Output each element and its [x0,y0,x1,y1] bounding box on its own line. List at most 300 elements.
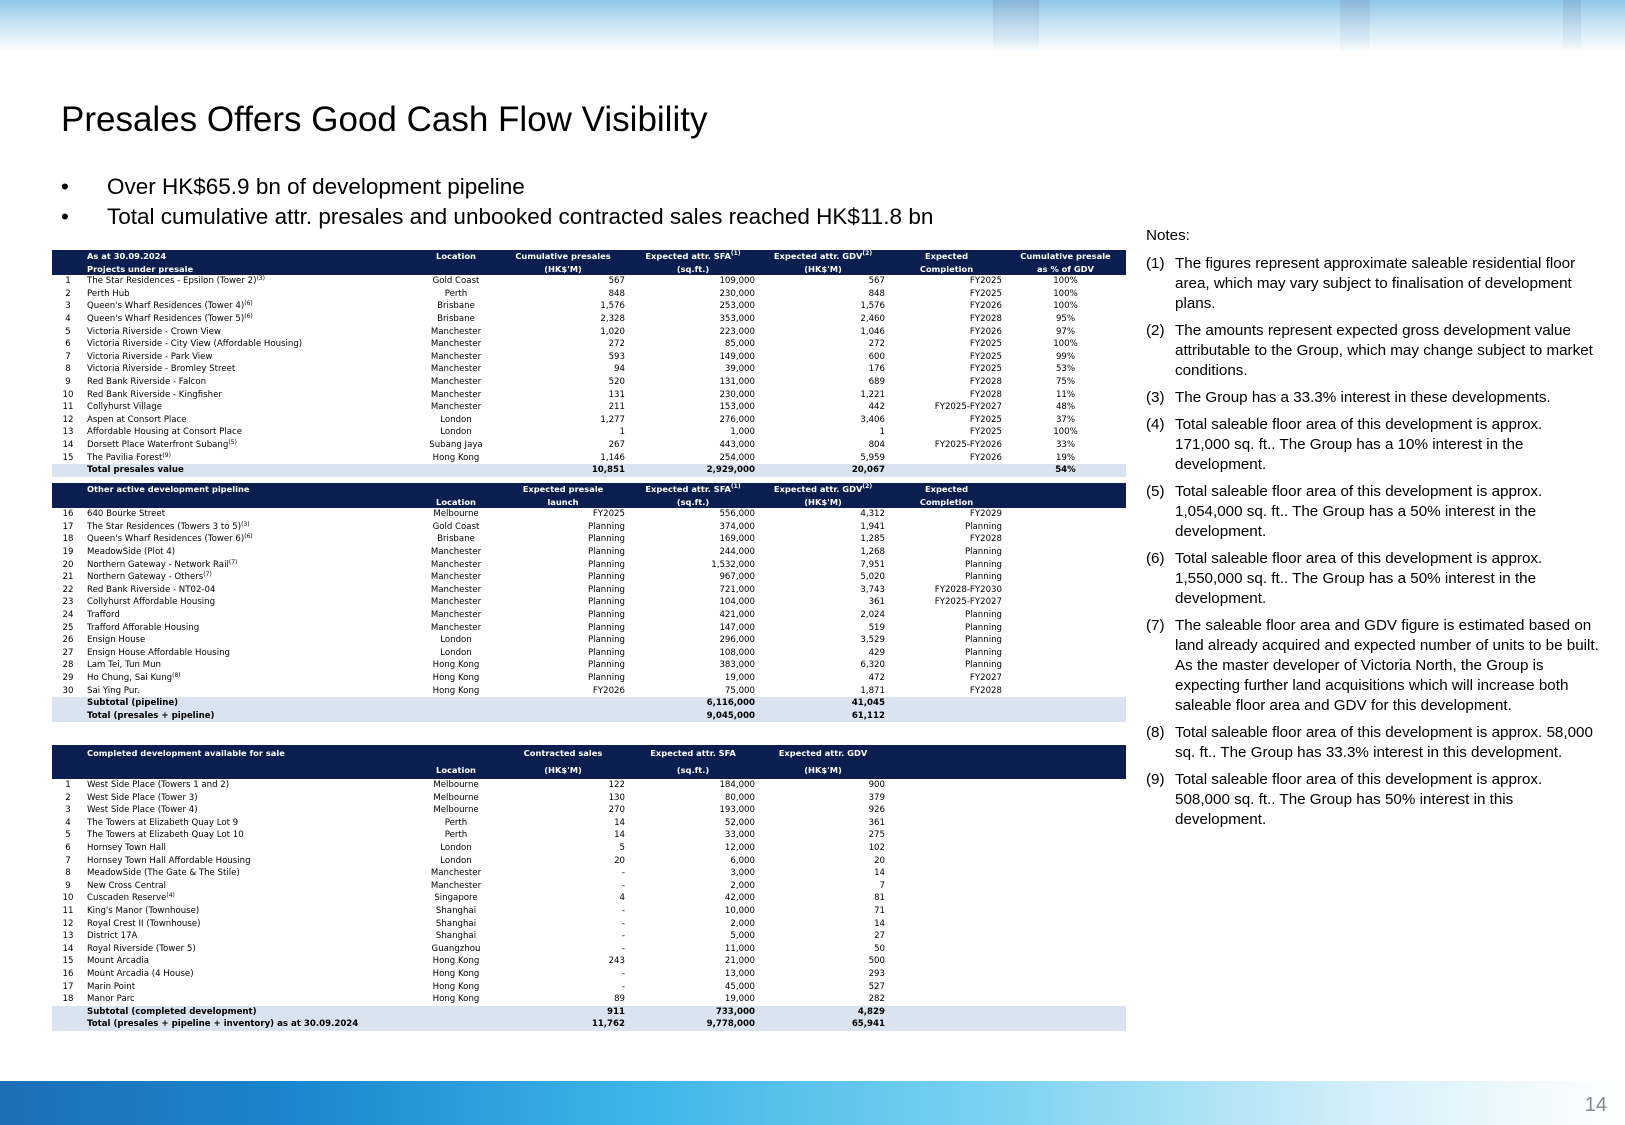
presales-cell: 593 [608,351,625,362]
table-row [52,855,1126,868]
gdv-cell: 41,045 [758,697,888,710]
gdv-cell: 1,268 [860,546,885,557]
gdv-cell: 848 [868,288,885,299]
row-number: 16 [62,509,74,520]
gdv-cell: 272 [868,339,885,350]
contracted-sales-cell: 911 [498,1006,628,1019]
contracted-sales-cell: 270 [608,805,625,816]
location-cell: Shanghai [435,918,477,929]
location-cell: Perth [444,830,468,841]
contracted-sales-cell: 5 [619,842,625,853]
location-cell: Manchester [430,880,482,891]
bullet-item [61,202,933,232]
gdv-cell: 81 [874,893,885,904]
table-row [52,792,1126,805]
project-name: Hornsey Town Hall [87,842,166,853]
project-name: King's Manor (Townhouse) [87,905,200,916]
completion-cell: FY2028 [969,685,1002,696]
project-name: Victoria Riverside - City View (Affordable Housing) [87,339,303,350]
total-row [52,464,1126,477]
completion-cell: FY2028 [969,389,1002,400]
project-name: Perth Hub [87,288,130,299]
location-cell: Hong Kong [432,660,480,671]
project-name-cell [84,804,414,817]
table-header-row [52,762,1126,779]
gdv-cell: 2,460 [860,313,885,324]
project-name-cell [84,338,414,351]
project-name-cell [84,792,414,805]
project-name-cell [84,275,414,288]
total-label: Total (presales + pipeline + inventory) as at 30.09.2024 [84,1018,414,1031]
project-name: Sai Ying Pur. [87,685,140,696]
page-title: Presales Offers Good Cash Flow Visibility [61,100,708,139]
location-cell: Guangzhou [431,943,481,954]
launch-cell: Planning [587,647,625,658]
project-name: The Star Residences (Towers 3 to 5) [87,521,242,532]
table-row [52,313,1126,326]
footnote-ref: (1) [730,483,741,490]
table-header-row [52,745,1126,762]
table-row [52,609,1126,622]
project-name-cell [84,672,414,685]
project-name: The Towers at Elizabeth Quay Lot 9 [87,817,239,828]
location-cell: London [440,647,472,658]
row-number: 29 [62,672,74,683]
presales-cell: 211 [608,402,625,413]
footnote-ref: (8) [172,671,181,679]
header-cell: Location [414,250,498,263]
row-number: 21 [62,572,74,583]
table-row [52,571,1126,584]
note-text: The amounts represent expected gross development value attributable to the Group, which may change subject to market conditions. [1175,322,1593,379]
table-row [52,452,1126,465]
notes-list [1146,254,1601,830]
sfa-cell: 131,000 [719,376,755,387]
project-name: Queen's Wharf Residences (Tower 4) [87,301,245,312]
sfa-cell: 75,000 [724,685,755,696]
row-number: 4 [65,313,71,324]
completed-table [52,745,1126,1031]
footnote-ref: (9) [162,451,171,459]
note-text: Total saleable floor area of this development is approx. 1,550,000 sq. ft.. The Group has a 50% interest in the development. [1175,550,1543,607]
sfa-cell: 153,000 [719,402,755,413]
total-row [52,710,1126,723]
header-cell: (sq.ft.) [628,496,758,509]
launch-cell: FY2026 [592,685,625,696]
location-cell: London [440,855,472,866]
row-number: 9 [65,880,71,891]
table-row [52,817,1126,830]
project-name-cell [84,993,414,1006]
note-text: Total saleable floor area of this development is approx. 508,000 sq. ft.. The Group has 50% interest in this development. [1175,771,1543,828]
project-name-cell [84,508,414,521]
contracted-sales-cell: 89 [614,994,625,1005]
project-name-cell [84,452,414,465]
contracted-sales-cell: - [621,981,625,992]
row-number: 11 [62,402,74,413]
sfa-cell: 2,929,000 [628,464,758,477]
sfa-cell: 230,000 [719,288,755,299]
contracted-sales-cell: 11,762 [498,1018,628,1031]
launch-cell: Planning [587,572,625,583]
location-cell: Singapore [434,893,478,904]
sfa-cell: 1,000 [730,427,755,438]
completion-cell: Planning [964,622,1002,633]
gdv-cell: 3,406 [860,414,885,425]
table-row [52,622,1126,635]
project-name-cell [84,905,414,918]
footnote-ref: (7) [203,571,212,579]
launch-cell: Planning [587,534,625,545]
contracted-sales-cell: - [621,905,625,916]
sfa-cell: 149,000 [719,351,755,362]
project-name: Hornsey Town Hall Affordable Housing [87,855,251,866]
completion-cell: FY2028 [969,534,1002,545]
note-text: The figures represent approximate saleable residential floor area, which may vary subject to finalisation of development plans. [1175,255,1576,312]
note-item [1146,415,1601,475]
table-row [52,401,1126,414]
header-cell: Expected presale [498,483,628,496]
launch-cell: Planning [587,559,625,570]
table-row [52,981,1126,994]
bullet-text: Total cumulative attr. presales and unbooked contracted sales reached HK$11.8 bn [107,204,934,229]
contracted-sales-cell: - [621,968,625,979]
table-header-row [52,263,1126,276]
completion-cell: FY2026 [969,326,1002,337]
presale-pct-cell: 11% [1055,389,1076,400]
header-cell: As at 30.09.2024 [84,250,414,263]
launch-cell: Planning [587,622,625,633]
completion-cell: FY2025-FY2026 [934,439,1002,450]
gdv-cell: 1,046 [860,326,885,337]
header-text: Expected attr. SFA [645,251,731,261]
table-row [52,905,1126,918]
subtotal-row [52,697,1126,710]
gdv-cell: 176 [868,364,885,375]
header-cell: Other active development pipeline [84,483,414,496]
completion-cell: Planning [964,546,1002,557]
sfa-cell: 6,116,000 [628,697,758,710]
location-cell: London [440,414,472,425]
note-number: (5) [1146,483,1165,500]
presale-pct-cell: 95% [1055,313,1076,324]
sfa-cell: 443,000 [719,439,755,450]
gdv-cell: 7,951 [860,559,885,570]
launch-cell: Planning [587,521,625,532]
project-name-cell [84,943,414,956]
project-name-cell [84,426,414,439]
table-row [52,351,1126,364]
gdv-cell: 3,743 [860,584,885,595]
project-name-cell [84,829,414,842]
gdv-cell: 5,020 [860,572,885,583]
table-row [52,275,1126,288]
row-number: 2 [65,792,71,803]
project-name-cell [84,584,414,597]
project-name: Marin Point [87,981,136,992]
sfa-cell: 33,000 [724,830,755,841]
banner-block [993,0,1039,52]
gdv-cell: 361 [868,597,885,608]
project-name-cell [84,533,414,546]
project-name-cell [84,439,414,452]
sfa-cell: 230,000 [719,389,755,400]
header-text: Expected attr. GDV [773,251,863,261]
completion-cell: Planning [964,647,1002,658]
gdv-cell: 61,112 [758,710,888,723]
gdv-cell: 2,024 [860,609,885,620]
location-cell: Perth [444,817,468,828]
row-number: 7 [65,855,71,866]
sfa-cell: 11,000 [724,943,755,954]
presale-pct-cell: 99% [1055,351,1076,362]
table-row [52,892,1126,905]
header-text: Expected attr. GDV [773,484,863,494]
project-name: District 17A [87,931,138,942]
location-cell: Manchester [430,402,482,413]
project-name: The Star Residences - Epsilon (Tower 2) [87,276,257,287]
location-cell: London [440,635,472,646]
location-cell: Shanghai [435,931,477,942]
sfa-cell: 10,000 [724,905,755,916]
gdv-cell: 926 [868,805,885,816]
gdv-cell: 600 [868,351,885,362]
location-cell: Manchester [430,339,482,350]
project-name-cell [84,546,414,559]
table-row [52,389,1126,402]
note-item [1146,770,1601,830]
project-name-cell [84,955,414,968]
launch-cell: Planning [587,584,625,595]
presales-cell: 131 [608,389,625,400]
presales-cell: 1,146 [600,452,625,463]
location-cell: Manchester [430,326,482,337]
sfa-cell: 109,000 [719,276,755,287]
completion-cell: Planning [964,660,1002,671]
project-name-cell [84,571,414,584]
presales-cell: 1,020 [600,326,625,337]
project-name-cell [84,968,414,981]
gdv-cell: 500 [868,956,885,967]
project-name: Victoria Riverside - Park View [87,351,213,362]
project-name-cell [84,559,414,572]
gdv-cell: 429 [868,647,885,658]
row-number: 8 [65,364,71,375]
sfa-cell: 193,000 [719,805,755,816]
presales-cell: 520 [608,376,625,387]
location-cell: Manchester [430,868,482,879]
project-name-cell [84,622,414,635]
table-header-row [52,483,1126,496]
project-name: The Towers at Elizabeth Quay Lot 10 [87,830,244,841]
row-number: 13 [62,427,74,438]
contracted-sales-cell: 14 [614,817,625,828]
table-row [52,326,1126,339]
presales-cell: 267 [608,439,625,450]
table-row [52,439,1126,452]
location-cell: Hong Kong [432,672,480,683]
location-cell: Manchester [430,364,482,375]
gdv-cell: 1,285 [860,534,885,545]
project-name: West Side Place (Tower 4) [87,805,198,816]
banner-block [1563,0,1581,52]
header-cell: (HK$'M) [498,762,628,779]
row-number: 8 [65,868,71,879]
row-number: 6 [65,339,71,350]
note-number: (2) [1146,322,1165,339]
table-row [52,647,1126,660]
project-name-cell [84,779,414,792]
completion-cell: FY2026 [969,301,1002,312]
row-number: 19 [62,546,74,557]
table-row [52,880,1126,893]
row-number: 25 [62,622,74,633]
gdv-cell: 275 [868,830,885,841]
project-name: Mount Arcadia (4 House) [87,968,194,979]
table-row [52,376,1126,389]
gdv-cell: 4,829 [758,1006,888,1019]
gdv-cell: 27 [874,931,885,942]
project-name-cell [84,880,414,893]
project-name: Royal Riverside (Tower 5) [87,943,196,954]
sfa-cell: 254,000 [719,452,755,463]
row-number: 1 [65,780,71,790]
location-cell: Perth [444,288,468,299]
row-number: 6 [65,842,71,853]
completion-cell: FY2025 [969,276,1002,287]
project-name: Affordable Housing at Consort Place [87,427,242,438]
table-row [52,829,1126,842]
location-cell: Melbourne [433,509,479,520]
project-name-cell [84,363,414,376]
project-name-cell [84,918,414,931]
project-name: Collyhurst Affordable Housing [87,597,216,608]
completion-cell: Planning [964,521,1002,532]
table-row [52,955,1126,968]
gdv-cell: 71 [874,905,885,916]
table-row [52,779,1126,792]
sfa-cell: 19,000 [724,994,755,1005]
row-number: 13 [62,931,74,942]
gdv-cell: 900 [868,780,885,790]
project-name: Collyhurst Village [87,402,162,413]
footnote-ref: (6) [244,300,253,308]
table-header-row [52,496,1126,509]
note-text: Total saleable floor area of this development is approx. 171,000 sq. ft.. The Group has a 10% interest in the development. [1175,416,1543,473]
project-name: Northern Gateway - Network Rail [87,559,229,570]
gdv-cell: 361 [868,817,885,828]
presales-cell: 1,576 [600,301,625,312]
row-number: 16 [62,968,74,979]
project-name-cell [84,685,414,698]
location-cell: Manchester [430,546,482,557]
gdv-cell: 804 [868,439,885,450]
table-row [52,634,1126,647]
sfa-cell: 276,000 [719,414,755,425]
presale-pct-cell: 53% [1055,364,1076,375]
sfa-cell: 9,045,000 [628,710,758,723]
note-number: (9) [1146,771,1165,788]
header-cell [758,483,888,496]
location-cell: Hong Kong [432,685,480,696]
table-row [52,533,1126,546]
row-number: 5 [65,830,71,841]
project-name-cell [84,981,414,994]
row-number: 11 [62,905,74,916]
presale-pct-cell: 100% [1053,339,1078,350]
page-number: 14 [1584,1094,1607,1116]
completion-cell: Planning [964,635,1002,646]
gdv-cell: 7 [879,880,885,891]
presale-pct-cell: 97% [1055,326,1076,337]
completion-cell: FY2025 [969,339,1002,350]
sfa-cell: 39,000 [724,364,755,375]
project-name: Trafford Afforable Housing [87,622,200,633]
project-name-cell [84,376,414,389]
gdv-cell: 20,067 [758,464,888,477]
sfa-cell: 3,000 [730,868,755,879]
contracted-sales-cell: - [621,918,625,929]
row-number: 17 [62,981,74,992]
footnote-ref: (3) [241,520,250,528]
sfa-cell: 967,000 [719,572,755,583]
location-cell: Gold Coast [432,521,480,532]
gdv-cell: 50 [874,943,885,954]
table-row [52,659,1126,672]
sfa-cell: 721,000 [719,584,755,595]
table-row [52,584,1126,597]
sfa-cell: 21,000 [724,956,755,967]
bullet-icon: • [61,174,69,199]
gdv-cell: 379 [868,792,885,803]
presale-pct-cell: 37% [1055,414,1076,425]
table-row [52,867,1126,880]
note-text: Total saleable floor area of this development is approx. 58,000 sq. ft.. The Group has 33.3% interest in this development. [1175,724,1593,761]
sfa-cell: 13,000 [724,968,755,979]
presales-cell: 1,277 [600,414,625,425]
completion-cell: FY2028 [969,313,1002,324]
completion-cell: FY2027 [969,672,1002,683]
presale-pct-cell: 33% [1055,439,1076,450]
row-number: 18 [62,994,74,1005]
completion-cell: FY2025 [969,414,1002,425]
footnote-ref: (3) [256,275,265,283]
header-cell: (HK$'M) [758,762,888,779]
sfa-cell: 223,000 [719,326,755,337]
row-number: 14 [62,439,74,450]
header-cell: (sq.ft.) [628,263,758,276]
table-row [52,685,1126,698]
total-label: Subtotal (completed development) [84,1006,414,1019]
project-name: MeadowSide (The Gate & The Stile) [87,868,240,879]
total-row [52,1018,1126,1031]
project-name: Ensign House [87,635,146,646]
sfa-cell: 85,000 [724,339,755,350]
header-cell: as % of GDV [1005,263,1126,276]
project-name: Northern Gateway - Others [87,572,204,583]
gdv-cell: 5,959 [860,452,885,463]
row-number: 15 [62,956,74,967]
completion-cell: Planning [964,609,1002,620]
note-number: (4) [1146,416,1165,433]
row-number: 20 [62,559,74,570]
location-cell: Brisbane [437,301,475,312]
contracted-sales-cell: 4 [619,893,625,904]
location-cell: Melbourne [433,805,479,816]
project-name: Royal Crest II (Townhouse) [87,918,201,929]
table-row [52,426,1126,439]
footnote-ref: (1) [730,250,741,257]
